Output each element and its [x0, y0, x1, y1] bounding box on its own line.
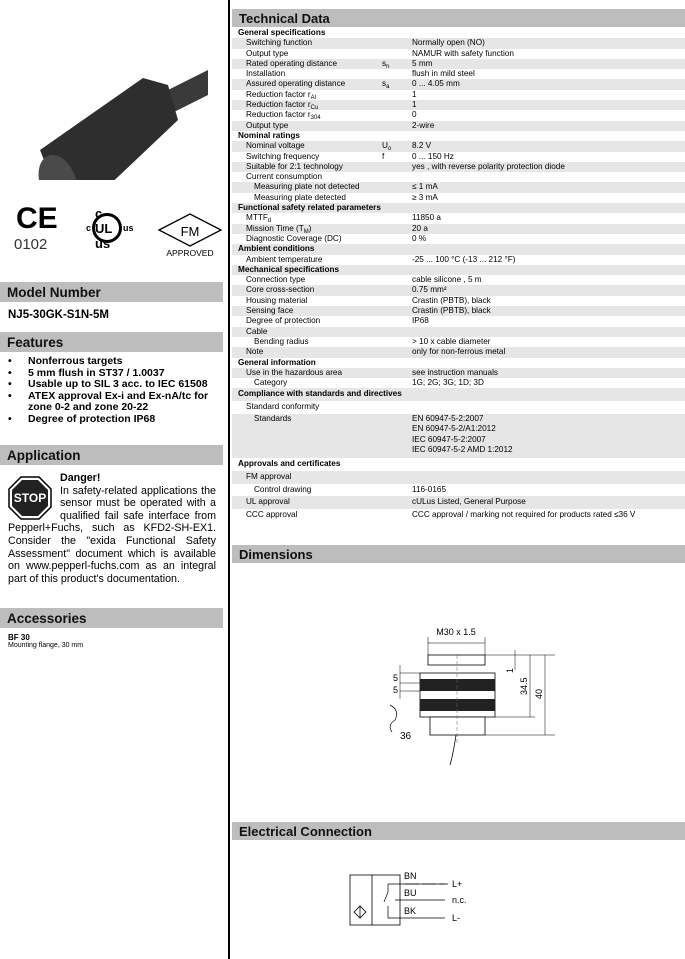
feature-item: • Nonferrous targets	[8, 356, 223, 368]
spec-label	[232, 327, 382, 337]
model-number: NJ5-30GK-S1N-5M	[8, 309, 109, 321]
application-text: In safety-related applications the sensor must be operated with a qualified fail safe interface from Pepperl+Fuchs, such as KFD2-SH-EX1. Consider the "exida Functional Safety Assessment" document which is available on www.pepperl-fuchs.com as an integral part of this product's documentation.	[8, 484, 216, 585]
spec-label-text: CCC approval	[246, 510, 298, 520]
spec-row	[232, 368, 685, 378]
spec-row	[232, 255, 685, 265]
symbol-text: s	[382, 79, 387, 89]
spec-label-text: General specifications	[238, 28, 326, 37]
spec-value: -25 ... 100 °C (-13 ... 212 °F)	[412, 254, 516, 264]
subscript: Al	[310, 94, 316, 101]
spec-label	[232, 471, 382, 484]
spec-label-text: Reduction factor r	[246, 89, 311, 99]
wire-bn: BN	[404, 871, 417, 881]
features-list	[8, 356, 223, 426]
spec-value: Normally open (NO)	[412, 38, 485, 48]
spec-label	[232, 265, 632, 275]
spec-value: ≥ 3 mA	[412, 192, 438, 202]
spec-label-text: Measuring plate not detected	[254, 182, 360, 192]
section-header	[232, 358, 685, 368]
spec-row	[232, 316, 685, 326]
wire-bu: BU	[404, 888, 417, 898]
spec-row	[232, 275, 685, 285]
spec-row	[232, 414, 685, 458]
spec-label-text: Installation	[246, 69, 286, 79]
section-header	[232, 203, 685, 213]
features-heading: Features	[0, 332, 223, 352]
spec-value: 0 ... 4.05 mm	[412, 79, 460, 89]
spec-label	[232, 69, 382, 79]
spec-row	[232, 162, 685, 172]
symbol-subscript: a	[386, 84, 390, 91]
spec-label	[232, 162, 382, 172]
spec-label-text: Nominal ratings	[238, 130, 300, 140]
symbol-subscript: o	[387, 146, 392, 153]
wrench-size: 36	[400, 731, 412, 742]
symbol-text: f	[382, 151, 385, 161]
section-header	[232, 265, 685, 275]
terminal-l-minus: L-	[452, 913, 461, 923]
spec-label	[232, 306, 382, 316]
spec-label-text: MTTF	[246, 213, 268, 223]
spec-label	[232, 358, 632, 368]
spec-label-text: Housing material	[246, 295, 308, 305]
spec-value: flush in mild steel	[412, 69, 475, 79]
spec-row	[232, 484, 685, 497]
spec-value: 1	[412, 89, 417, 99]
spec-value: 8.2 V	[412, 141, 432, 151]
spec-label	[232, 203, 632, 213]
spec-label	[232, 182, 382, 192]
spec-label	[232, 368, 382, 378]
spec-label	[232, 141, 382, 151]
application-heading: Application	[0, 445, 223, 465]
spec-row	[232, 401, 685, 414]
spec-value: ≤ 1 mA	[412, 182, 438, 192]
spec-value: 0 %	[412, 233, 427, 243]
subscript: Cu	[310, 105, 319, 112]
spec-symbol	[382, 59, 412, 69]
spec-label-text: Category	[254, 378, 288, 388]
spec-label-text: Core cross-section	[246, 285, 315, 295]
fm-text: FM	[180, 224, 200, 239]
spec-row	[232, 172, 685, 182]
spec-label-text: Degree of protection	[246, 316, 321, 326]
spec-row	[232, 141, 685, 151]
spec-symbol	[382, 79, 412, 89]
dim-5-top: 5	[392, 673, 398, 683]
fm-approved-text: APPROVED	[166, 248, 214, 258]
symbol-text: s	[382, 58, 387, 68]
spec-label	[232, 234, 382, 244]
dim-5-bottom: 5	[392, 685, 398, 695]
spec-value: 0	[412, 110, 417, 120]
spec-value: 2-wire	[412, 120, 435, 130]
spec-row	[232, 49, 685, 59]
spec-label-text: Reduction factor r	[246, 100, 311, 110]
spec-label	[232, 110, 382, 120]
spec-row	[232, 285, 685, 295]
feature-item: • 5 mm flush in ST37 / 1.0037	[8, 368, 223, 380]
spec-value: 20 a	[412, 223, 428, 233]
spec-row	[232, 496, 685, 509]
spec-row	[232, 38, 685, 48]
spec-label	[232, 121, 382, 131]
terminal-l-plus: L+	[452, 879, 463, 889]
technical-data-heading: Technical Data	[232, 9, 685, 27]
spec-label-text: Reduction factor r	[246, 110, 311, 120]
spec-label-text: Mission Time (T	[246, 223, 304, 233]
spec-label-text: Rated operating distance	[246, 58, 338, 68]
sensor-symbol-icon	[354, 906, 366, 918]
spec-row	[232, 509, 685, 522]
wire-bk: BK	[404, 906, 417, 916]
spec-label-text: Note	[246, 347, 264, 357]
electrical-connection-heading: Electrical Connection	[232, 822, 685, 840]
spec-value: only for non-ferrous metal	[412, 347, 506, 357]
ul-logo: c c UL us us	[86, 205, 134, 251]
standard-item: EN 60947-5-2:2007	[412, 413, 484, 423]
spec-label-text: FM approval	[246, 471, 292, 481]
spec-row	[232, 347, 685, 357]
fm-logo	[157, 212, 223, 260]
standard-item: IEC 60947-5-2 AMD 1:2012	[412, 444, 513, 454]
spec-label	[232, 509, 382, 522]
symbol-text: U	[382, 141, 388, 151]
spec-label	[232, 59, 382, 69]
spec-value: 1G; 2G; 3G; 1D; 3D	[412, 378, 484, 388]
terminal-nc: n.c.	[452, 895, 467, 905]
spec-label	[232, 213, 382, 223]
spec-row	[232, 121, 685, 131]
spec-row	[232, 213, 685, 223]
spec-value	[412, 414, 685, 455]
spec-label	[232, 131, 632, 141]
ce-number: 0102	[14, 236, 48, 253]
spec-value: 1	[412, 100, 417, 110]
spec-label	[232, 193, 382, 203]
spec-value: CCC approval / marking not required for products rated ≤36 V	[412, 510, 636, 520]
dim-1: 1	[505, 667, 515, 673]
spec-label	[232, 38, 382, 48]
spec-label-text: Current consumption	[246, 172, 322, 182]
spec-value: 0 ... 150 Hz	[412, 151, 454, 161]
ul-mark: c UL us	[92, 213, 122, 243]
spec-label-text: Standards	[254, 413, 292, 423]
spec-row	[232, 90, 685, 100]
column-divider	[228, 0, 230, 959]
spec-row	[232, 193, 685, 203]
accessory-description: Mounting flange, 30 mm	[8, 642, 84, 649]
spec-label-text: Bending radius	[254, 336, 309, 346]
spec-value: yes , with reverse polarity protection diode	[412, 161, 565, 171]
spec-label	[232, 378, 382, 388]
spec-label	[232, 275, 382, 285]
spec-label	[232, 172, 382, 182]
spec-label	[232, 316, 382, 326]
section-header	[232, 458, 685, 471]
spec-label	[232, 401, 382, 414]
spec-label	[232, 151, 385, 162]
subscript: 304	[310, 115, 321, 122]
dim-40: 40	[534, 688, 544, 699]
spec-label	[232, 285, 382, 295]
spec-value: 5 mm	[412, 58, 433, 68]
spec-label-text: Ambient temperature	[246, 254, 323, 264]
section-header	[232, 388, 685, 401]
spec-value: cULus Listed, General Purpose	[412, 497, 526, 507]
spec-row	[232, 110, 685, 120]
spec-label-text: Control drawing	[254, 484, 312, 494]
dim-34-5: 34.5	[519, 677, 529, 695]
feature-item: • Usable up to SIL 3 acc. to IEC 61508	[8, 379, 223, 391]
spec-value: 116-0165	[412, 484, 446, 494]
ce-mark: CE	[16, 202, 58, 235]
spec-row	[232, 234, 685, 244]
dimensions-heading: Dimensions	[232, 545, 685, 563]
spec-label-text: Suitable for 2:1 technology	[246, 161, 343, 171]
spec-label	[232, 347, 382, 357]
wiring-diagram	[340, 862, 490, 942]
spec-label-text: Switching function	[246, 38, 312, 48]
label-suffix: )	[308, 223, 312, 233]
spec-value: Crastin (PBTB), black	[412, 306, 491, 316]
spec-label	[232, 484, 382, 497]
spec-row	[232, 337, 685, 347]
spec-value: Crastin (PBTB), black	[412, 295, 491, 305]
spec-label	[232, 388, 632, 401]
spec-label	[232, 414, 382, 424]
application-text-block	[8, 472, 216, 585]
spec-label-text: Output type	[246, 48, 289, 58]
spec-row	[232, 100, 685, 110]
spec-label-text: Mechanical specifications	[238, 264, 340, 274]
accessory-name: BF 30	[8, 633, 30, 642]
section-header	[232, 131, 685, 141]
spec-label	[232, 90, 382, 100]
standard-item: IEC 60947-5-2:2007	[412, 434, 486, 444]
subscript: M	[303, 228, 309, 235]
standard-item: EN 60947-5-2/A1:2012	[412, 424, 496, 434]
danger-label: Danger!	[60, 472, 101, 484]
spec-label-text: Approvals and certificates	[238, 458, 341, 468]
spec-label-text: Ambient conditions	[238, 244, 315, 254]
spec-value: NAMUR with safety function	[412, 48, 514, 58]
spec-label-text: Use in the hazardous area	[246, 367, 343, 377]
spec-label-text: Assured operating distance	[246, 79, 346, 89]
spec-label-text: Standard conformity	[246, 402, 320, 412]
feature-item: • Degree of protection IP68	[8, 414, 223, 426]
spec-label-text: Output type	[246, 120, 289, 130]
spec-label	[232, 337, 382, 347]
spec-label	[232, 458, 632, 471]
spec-value: 11850 a	[412, 213, 441, 223]
spec-symbol	[382, 152, 412, 162]
spec-value: > 10 x cable diameter	[412, 336, 491, 346]
spec-label	[232, 255, 382, 265]
spec-label-text: Measuring plate detected	[254, 192, 346, 202]
spec-label-text: UL approval	[246, 497, 290, 507]
thread-label: M30 x 1.5	[436, 627, 476, 637]
feature-item: • ATEX approval Ex-i and Ex-nA/tc for zone 0-2 and zone 20-22	[8, 391, 223, 414]
spec-row	[232, 327, 685, 337]
spec-label	[232, 100, 382, 110]
section-header	[232, 28, 685, 38]
spec-row	[232, 378, 685, 388]
spec-label-text: Nominal voltage	[246, 141, 305, 151]
spec-label-text: Sensing face	[246, 306, 294, 316]
spec-symbol	[382, 141, 412, 151]
technical-data-table	[232, 28, 685, 522]
stop-text: STOP	[13, 491, 47, 505]
spec-label-text: Diagnostic Coverage (DC)	[246, 233, 342, 243]
spec-label	[232, 28, 632, 38]
spec-row	[232, 182, 685, 192]
spec-row	[232, 59, 685, 69]
spec-row	[232, 79, 685, 89]
spec-label-text: Cable	[246, 326, 268, 336]
spec-label-text: Compliance with standards and directives	[238, 389, 402, 399]
spec-label	[232, 496, 382, 509]
dimensions-drawing	[360, 615, 560, 775]
section-header	[232, 244, 685, 254]
spec-label	[232, 296, 382, 306]
ce-logo	[16, 202, 58, 235]
product-photo	[18, 50, 208, 180]
spec-label-text: Functional safety related parameters	[238, 203, 381, 213]
stop-sign-icon	[8, 476, 52, 520]
spec-row	[232, 69, 685, 79]
accessories-heading: Accessories	[0, 608, 223, 628]
spec-value: see instruction manuals	[412, 367, 499, 377]
spec-row	[232, 224, 685, 234]
subscript: d	[267, 218, 272, 225]
spec-value: IP68	[412, 316, 429, 326]
spec-row	[232, 471, 685, 484]
spec-row	[232, 306, 685, 316]
spec-label-text: Switching frequency	[246, 151, 320, 161]
spec-value: cable silicone , 5 m	[412, 275, 482, 285]
spec-label-text: Connection type	[246, 275, 306, 285]
spec-label	[232, 79, 382, 89]
spec-label	[232, 244, 632, 254]
spec-value: 0.75 mm²	[412, 285, 447, 295]
wrench-icon	[390, 705, 397, 732]
symbol-subscript: n	[386, 63, 390, 70]
spec-label	[232, 49, 382, 59]
spec-label-text: General information	[238, 357, 316, 367]
spec-row	[232, 296, 685, 306]
spec-label	[232, 224, 382, 234]
model-number-heading: Model Number	[0, 282, 223, 302]
spec-row	[232, 152, 685, 162]
